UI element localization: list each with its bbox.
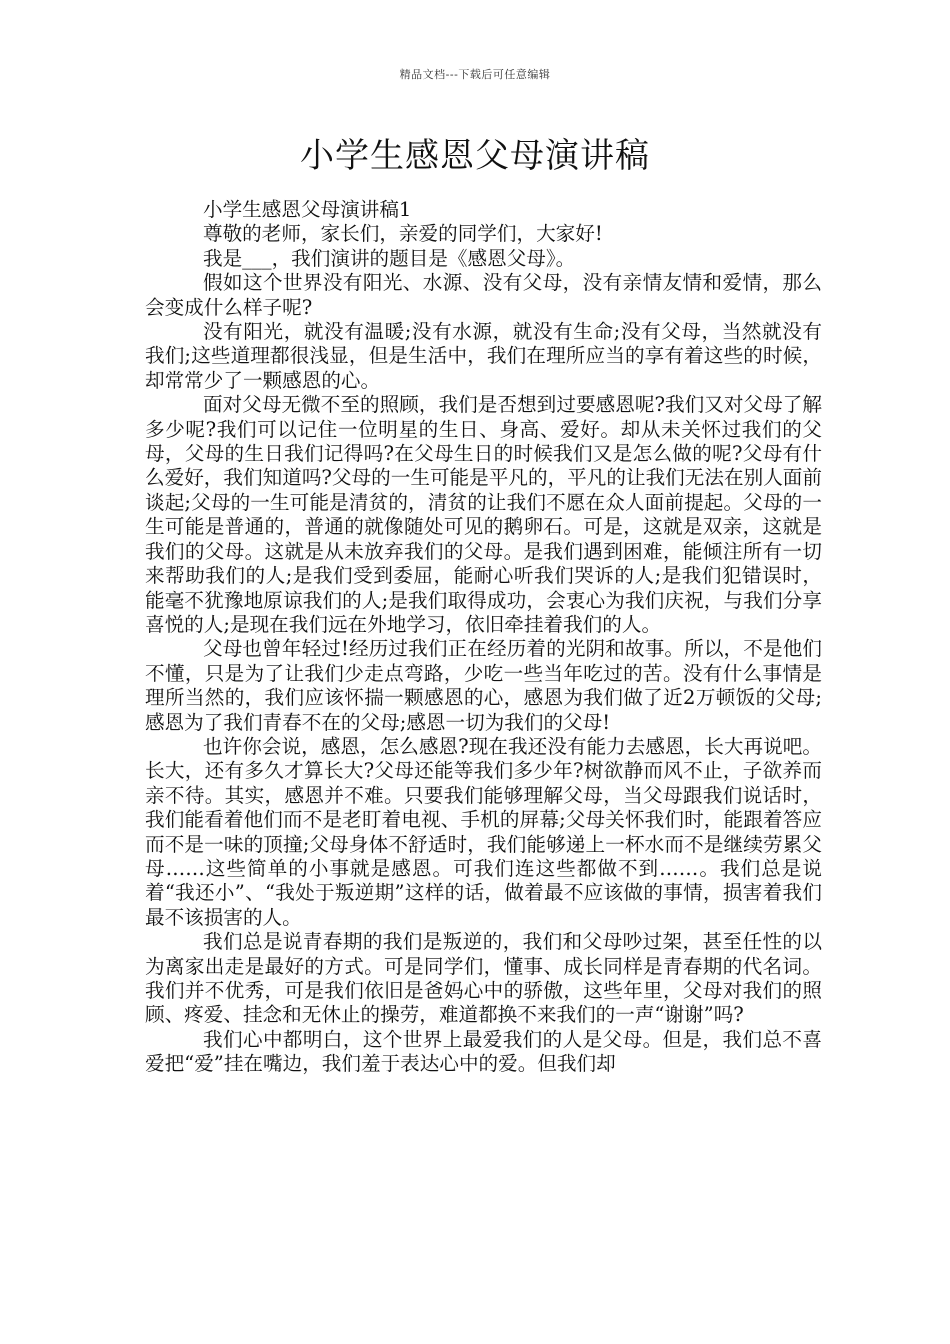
page-header-note: 精品文档---下载后可任意编辑 xyxy=(399,68,551,81)
paragraph-intro: 我是___，我们演讲的题目是《感恩父母》。 xyxy=(203,246,576,270)
paragraph-greeting: 尊敬的老师，家长们，亲爱的同学们，大家好! xyxy=(203,222,603,246)
paragraph-subtitle: 小学生感恩父母演讲稿1 xyxy=(203,198,412,221)
paragraph: 我们心中都明白，这个世界上最爱我们的人是父母。但是，我们总不喜爱把“爱”挂在嘴边，我们羞于表达心中的爱。但我们却 xyxy=(145,1027,822,1076)
paragraph: 假如这个世界没有阳光、水源、没有父母，没有亲情友情和爱情，那么会变成什么样子呢? xyxy=(145,271,822,319)
paragraph: 父母也曾年轻过!经历过我们正在经历着的光阴和故事。所以，不是他们不懂，只是为了让我们少走点弯路，少吃一些当年吃过的苦。没有什么事情是理所当然的，我们应该怀揣一颗感恩的心，感恩为我们做了近2万顿饭的父母;感恩为了我们青春不在的父母;感恩一切为我们的父母! xyxy=(145,637,822,734)
paragraph: 没有阳光，就没有温暖;没有水源，就没有生命;没有父母，当然就没有我们;这些道理都很浅显，但是生活中，我们在理所应当的享有着这些的时候，却常常少了一颗感恩的心。 xyxy=(145,320,822,392)
paragraph: 我们总是说青春期的我们是叛逆的，我们和父母吵过架，甚至任性的以为离家出走是最好的方式。可是同学们，懂事、成长同样是青春期的代名词。我们并不优秀，可是我们依旧是爸妈心中的骄傲，这些年里，父母对我们的照顾、疼爱、挂念和无休止的操劳，难道都换不来我们的一声“谢谢”吗? xyxy=(145,930,822,1027)
paragraph: 也许你会说，感恩，怎么感恩?现在我还没有能力去感恩，长大再说吧。长大，还有多久才算长大?父母还能等我们多少年?树欲静而风不止，子欲养而亲不待。其实，感恩并不难。只要我们能够理解父母，当父母跟我们说话时，我们能看着他们而不是老盯着电视、手机的屏幕;父母关怀我们时，能跟着答应而不是一味的顶撞;父母身体不舒适时，我们能够递上一杯水而不是继续劳累父母……这些简单的小事就是感恩。可我们连这些都做不到……。我们总是说着“我还小”、“我处于叛逆期”这样的话，做着最不应该做的事情，损害着我们最不该损害的人。 xyxy=(145,734,822,929)
document-title: 小学生感恩父母演讲稿 xyxy=(300,136,650,176)
paragraph: 面对父母无微不至的照顾，我们是否想到过要感恩呢?我们又对父母了解多少呢?我们可以记住一位明星的生日、身高、爱好。却从未关怀过我们的父母，父母的生日我们记得吗?在父母生日的时候我们又是怎么做的呢?父母有什么爱好，我们知道吗?父母的一生可能是平凡的，平凡的让我们无法在别人面前谈起;父母的一生可能是清贫的，清贫的让我们不愿在众人面前提起。父母的一生可能是普通的，普通的就像随处可见的鹅卵石。可是，这就是双亲，这就是我们的父母。这就是从未放弃我们的父母。是我们遇到困难，能倾注所有一切来帮助我们的人;是我们受到委屈，能耐心听我们哭诉的人;是我们犯错误时，能毫不犹豫地原谅我们的人;是我们取得成功，会衷心为我们庆祝，与我们分享喜悦的人;是现在我们远在外地学习，依旧牵挂着我们的人。 xyxy=(145,393,822,636)
document-body xyxy=(145,198,822,1077)
